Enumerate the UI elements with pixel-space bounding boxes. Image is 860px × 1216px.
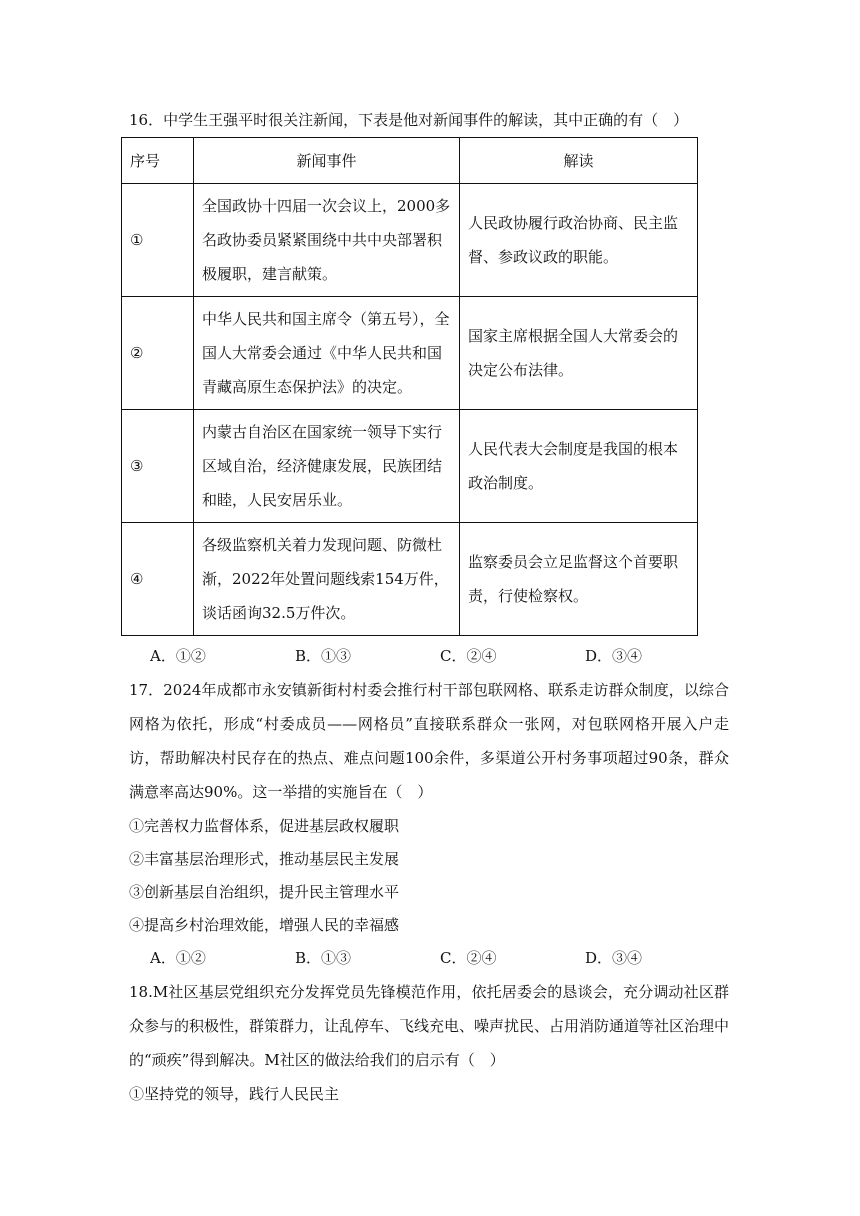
option-b[interactable]: B．①③ [295, 647, 352, 665]
statement-2: ②丰富基层治理形式，推动基层民主发展 [129, 850, 400, 868]
statement-4: ④提高乡村治理效能，增强人民的幸福感 [129, 916, 400, 934]
statement-3: ③创新基层自治组织，提升民主管理水平 [129, 883, 400, 901]
question-16-options [150, 645, 730, 666]
row-event: 各级监察机关着力发现问题、防微杜渐，2022年处置问题线索154万件，谈话函询32.5万件次。 [194, 523, 460, 636]
table-row [122, 410, 698, 523]
row-reading: 国家主席根据全国人大常委会的决定公布法律。 [460, 297, 698, 410]
option-a[interactable]: A．①② [150, 949, 206, 967]
header-event: 新闻事件 [194, 138, 460, 184]
question-18-stem: 18.M社区基层党组织充分发挥党员先锋模范作用，依托居委会的恳谈会，充分调动社区群众参与的积极性，群策群力，让乱停车、飞线充电、噪声扰民、占用消防通道等社区治理中的“顽疾”得到解决。M社区的做法给我们的启示有（ ） [129, 983, 730, 1069]
row-event: 全国政协十四届一次会议上，2000多名政协委员紧紧围绕中共中央部署积极履职，建言献策。 [194, 184, 460, 297]
table-row [122, 184, 698, 297]
row-number: ② [122, 297, 194, 410]
option-b[interactable]: B．①③ [295, 949, 352, 967]
table-row [122, 297, 698, 410]
option-c[interactable]: C．②④ [440, 949, 497, 967]
row-number: ① [122, 184, 194, 297]
header-number: 序号 [122, 138, 194, 184]
option-a[interactable]: A．①② [150, 647, 206, 665]
row-reading: 监察委员会立足监督这个首要职责，行使检察权。 [460, 523, 698, 636]
row-event: 中华人民共和国主席令（第五号），全国人大常委会通过《中华人民共和国青藏高原生态保护法》的决定。 [194, 297, 460, 410]
news-table [121, 137, 698, 636]
header-reading: 解读 [460, 138, 698, 184]
statement-1: ①完善权力监督体系，促进基层政权履职 [129, 817, 400, 835]
option-c[interactable]: C．②④ [440, 647, 497, 665]
question-17-options [150, 947, 730, 968]
statement-1: ①坚持党的领导，践行人民民主 [129, 1085, 340, 1103]
row-reading: 人民政协履行政治协商、民主监督、参政议政的职能。 [460, 184, 698, 297]
question-17-stem: 17．2024年成都市永安镇新街村村委会推行村干部包联网格、联系走访群众制度，以综合网格为依托，形成“村委成员——网格员”直接联系群众一张网，对包联网格开展入户走访，帮助解决村民存在的热点、难点问题100余件，多渠道公开村务事项超过90条，群众满意率高达90%。这一举措的实施旨在（ ） [129, 681, 729, 801]
row-reading: 人民代表大会制度是我国的根本政治制度。 [460, 410, 698, 523]
option-d[interactable]: D．③④ [585, 949, 643, 967]
row-number: ③ [122, 410, 194, 523]
question-16-title: 16．中学生王强平时很关注新闻，下表是他对新闻事件的解读，其中正确的有（ ） [129, 111, 689, 129]
row-number: ④ [122, 523, 194, 636]
table-header-row [122, 138, 698, 184]
option-d[interactable]: D．③④ [585, 647, 643, 665]
table-row [122, 523, 698, 636]
row-event: 内蒙古自治区在国家统一领导下实行区域自治，经济健康发展，民族团结和睦，人民安居乐业。 [194, 410, 460, 523]
